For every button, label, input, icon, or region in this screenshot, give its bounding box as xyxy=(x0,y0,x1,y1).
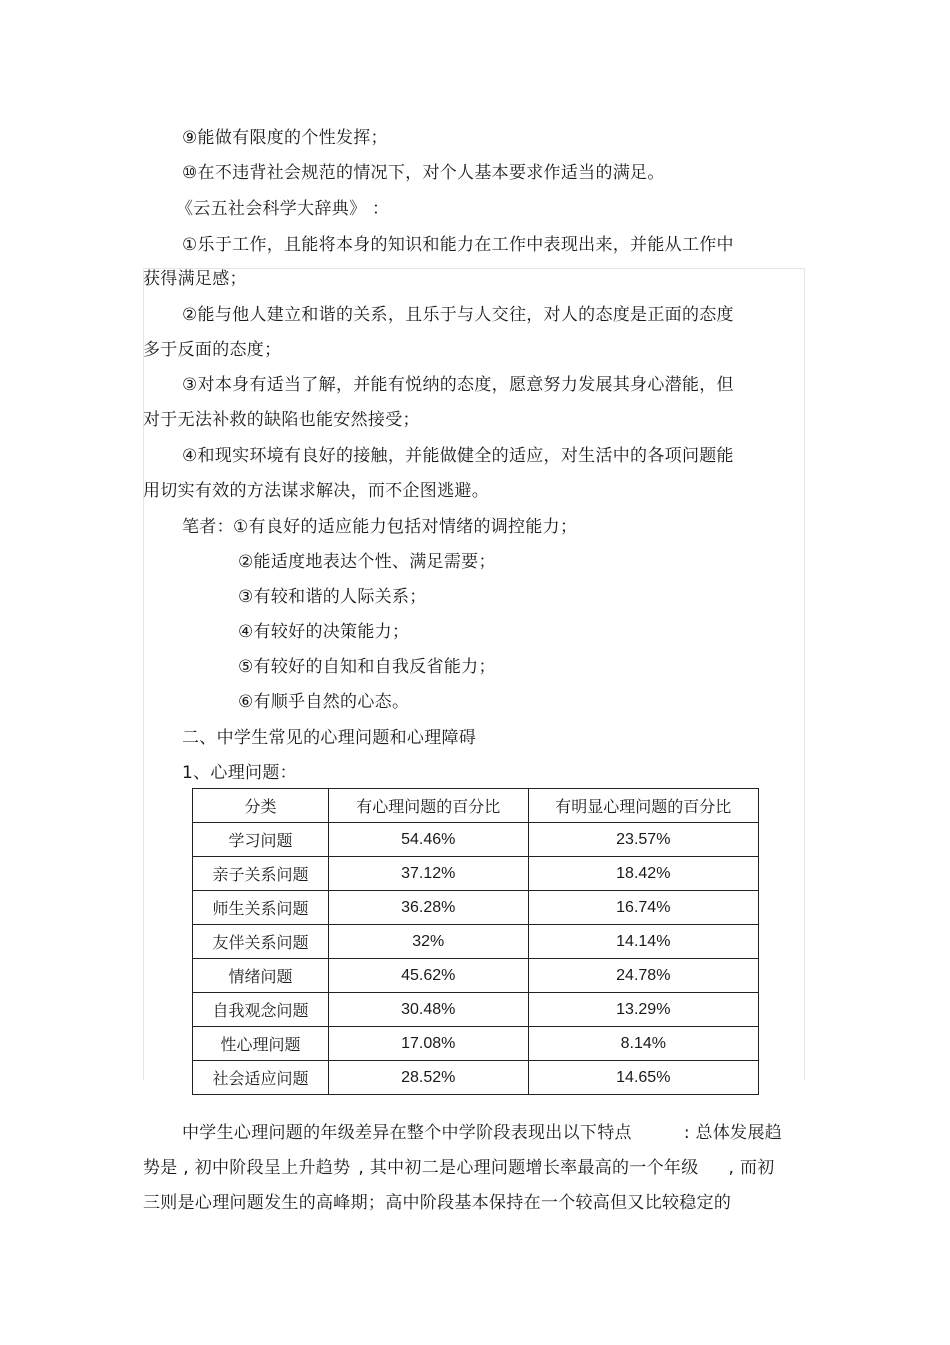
subheading: 1、心理问题： xyxy=(182,763,297,783)
closing-line-3: 三则是心理问题发生的高峰期；高中阶段基本保持在一个较高但又比较稳定的 xyxy=(143,1193,732,1213)
yunwu-item-2-second: 多于反面的态度； xyxy=(143,340,282,360)
frame-right-line xyxy=(804,268,805,1080)
author-item-6: ⑥有顺乎自然的心态。 xyxy=(238,692,410,712)
closing-line-2-b: , 其中初二是心理问题增长率最高的一个年级 xyxy=(358,1158,699,1178)
row-category: 自我观念问题 xyxy=(193,993,329,1027)
section-heading: 二、中学生常见的心理问题和心理障碍 xyxy=(182,728,477,748)
yunwu-item-3-first: ③对本身有适当了解，并能有悦纳的态度，愿意努力发展其身心潜能，但 xyxy=(182,375,734,395)
row-category: 情绪问题 xyxy=(193,959,329,993)
table-header-row xyxy=(193,789,759,823)
row-obvious-percent: 24.78% xyxy=(528,959,758,993)
table-row xyxy=(193,1027,759,1061)
closing-line-1-text: 中学生心理问题的年级差异在整个中学阶段表现出以下特点 xyxy=(182,1123,632,1143)
row-percent: 28.52% xyxy=(328,1061,528,1095)
row-obvious-percent: 16.74% xyxy=(528,891,758,925)
row-category: 学习问题 xyxy=(193,823,329,857)
closing-line-2-a: 势是 , 初中阶段呈上升趋势 xyxy=(143,1158,351,1178)
psych-problem-table xyxy=(192,788,759,1095)
closing-line-1 xyxy=(182,1122,782,1144)
row-obvious-percent: 18.42% xyxy=(528,857,758,891)
table-row xyxy=(193,925,759,959)
yunwu-item-2-first: ②能与他人建立和谐的关系，且乐于与人交往，对人的态度是正面的态度 xyxy=(182,305,734,325)
author-item-1: ①有良好的适应能力包括对情绪的调控能力； xyxy=(233,517,578,537)
yunwu-item-1-second: 获得满足感； xyxy=(143,269,247,289)
row-percent: 37.12% xyxy=(328,857,528,891)
table-row xyxy=(193,823,759,857)
closing-line-2 xyxy=(143,1157,775,1179)
row-category: 性心理问题 xyxy=(193,1027,329,1061)
table-row xyxy=(193,857,759,891)
yunwu-dictionary-title: 《云五社会科学大辞典》 ： xyxy=(176,199,390,219)
author-item-5: ⑤有较好的自知和自我反省能力； xyxy=(238,657,496,677)
table-row xyxy=(193,959,759,993)
author-item-3: ③有较和谐的人际关系； xyxy=(238,587,427,607)
yunwu-item-4-second: 用切实有效的方法谋求解决，而不企图逃避。 xyxy=(143,481,489,501)
row-obvious-percent: 14.14% xyxy=(528,925,758,959)
item-9: ⑨能做有限度的个性发挥； xyxy=(182,128,388,148)
header-percent: 有心理问题的百分比 xyxy=(328,789,528,823)
closing-line-1-tail: : 总体发展趋 xyxy=(683,1123,783,1143)
row-category: 亲子关系问题 xyxy=(193,857,329,891)
row-percent: 30.48% xyxy=(328,993,528,1027)
row-category: 社会适应问题 xyxy=(193,1061,329,1095)
row-category: 师生关系问题 xyxy=(193,891,329,925)
row-percent: 32% xyxy=(328,925,528,959)
row-percent: 54.46% xyxy=(328,823,528,857)
author-item-4: ④有较好的决策能力； xyxy=(238,622,410,642)
closing-line-2-c: , 而初 xyxy=(728,1158,775,1178)
frame-left-line xyxy=(143,268,144,1080)
row-obvious-percent: 13.29% xyxy=(528,993,758,1027)
row-percent: 45.62% xyxy=(328,959,528,993)
table-row xyxy=(193,1061,759,1095)
row-percent: 17.08% xyxy=(328,1027,528,1061)
table-row xyxy=(193,993,759,1027)
yunwu-item-4-first: ④和现实环境有良好的接触，并能做健全的适应，对生活中的各项问题能 xyxy=(182,446,734,466)
row-obvious-percent: 8.14% xyxy=(528,1027,758,1061)
row-category: 友伴关系问题 xyxy=(193,925,329,959)
row-obvious-percent: 14.65% xyxy=(528,1061,758,1095)
item-10: ⑩在不违背社会规范的情况下，对个人基本要求作适当的满足。 xyxy=(182,163,665,183)
header-category: 分类 xyxy=(193,789,329,823)
yunwu-item-1-first: ①乐于工作，且能将本身的知识和能力在工作中表现出来，并能从工作中 xyxy=(182,235,734,255)
row-percent: 36.28% xyxy=(328,891,528,925)
author-label: 笔者： xyxy=(182,517,234,537)
row-obvious-percent: 23.57% xyxy=(528,823,758,857)
table-row xyxy=(193,891,759,925)
author-item-2: ②能适度地表达个性、满足需要； xyxy=(238,552,496,572)
header-obvious-percent: 有明显心理问题的百分比 xyxy=(528,789,758,823)
yunwu-item-3-second: 对于无法补救的缺陷也能安然接受； xyxy=(143,410,420,430)
